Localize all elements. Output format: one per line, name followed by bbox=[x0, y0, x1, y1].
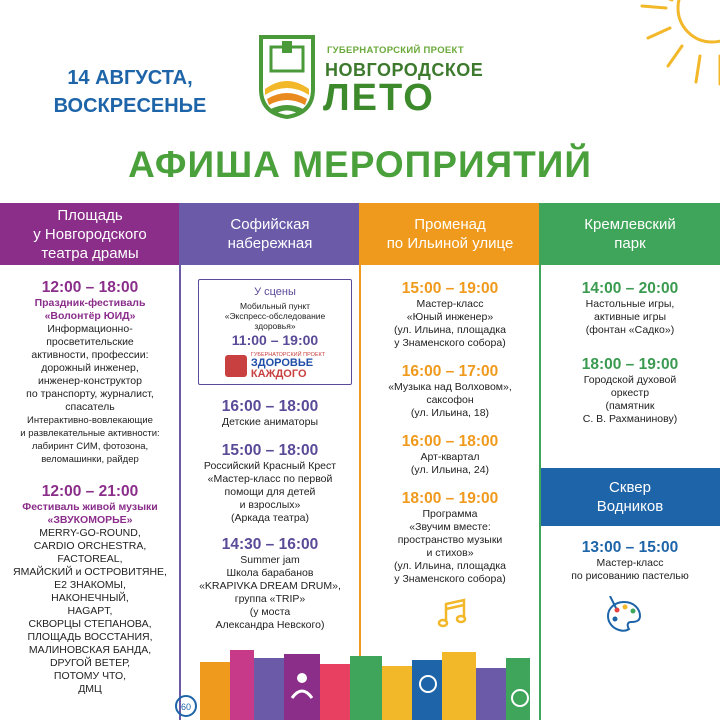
event-time: 16:00 – 17:00 bbox=[401, 363, 499, 380]
column-header bbox=[180, 203, 360, 265]
event-title: Фестиваль живой музыки bbox=[22, 501, 158, 513]
event-line: (ул. Ильина, 18) bbox=[410, 407, 490, 419]
event-line: Арт-квартал bbox=[420, 451, 480, 463]
column-header bbox=[360, 203, 540, 265]
event-time: 15:00 – 18:00 bbox=[221, 442, 319, 459]
event-line: «Мастер-класс по первой bbox=[207, 473, 333, 485]
event-line: по рисованию пастелью bbox=[571, 570, 689, 582]
event-line: (Аркада театра) bbox=[230, 512, 309, 524]
date-line-2: ВОСКРЕСЕНЬЕ bbox=[53, 95, 207, 117]
event-item bbox=[360, 279, 540, 350]
column-divider bbox=[359, 203, 361, 720]
page-title: АФИША МЕРОПРИЯТИЙ bbox=[128, 144, 592, 185]
event-line: Summer jam bbox=[240, 554, 300, 566]
event-line: ПОТОМУ ЧТО, bbox=[53, 670, 127, 682]
event-item bbox=[180, 441, 360, 525]
event-title: Праздник-фестиваль bbox=[34, 297, 146, 309]
event-line: Российский Красный Крест bbox=[203, 460, 337, 472]
event-line: у Знаменского собора) bbox=[394, 337, 506, 349]
column-header-line: театра драмы bbox=[41, 244, 139, 262]
event-line: (памятник bbox=[605, 400, 655, 412]
column-header-line: по Ильиной улице bbox=[386, 235, 514, 252]
timer-value: 60 bbox=[180, 702, 192, 712]
event-line: «Музыка над Волховом», bbox=[388, 381, 512, 393]
event-item bbox=[180, 397, 360, 429]
column-promenade-ilina bbox=[360, 203, 540, 720]
event-line: НАКОНЕЧНЫЙ, bbox=[51, 592, 129, 604]
event-line: FACTOREAL, bbox=[57, 553, 123, 565]
logo-name: НОВГОРОДСКОЕ bbox=[325, 60, 484, 80]
event-line: Е2 ЗНАКОМЫ, bbox=[54, 579, 126, 591]
event-time: 16:00 – 18:00 bbox=[221, 398, 319, 415]
event-line: (ул. Ильина, площадка bbox=[394, 560, 506, 572]
event-time: 18:00 – 19:00 bbox=[401, 490, 499, 507]
event-line: активные игры bbox=[594, 311, 666, 323]
event-line: веломашинки, райдер bbox=[41, 454, 139, 465]
health-name-2: КАЖДОГО bbox=[250, 368, 307, 380]
skver-header-line: Водников bbox=[596, 498, 664, 515]
event-line: просветительские bbox=[46, 336, 134, 348]
event-line: Александра Невского) bbox=[215, 619, 325, 631]
column-sofia-embankment bbox=[180, 203, 360, 720]
column-theatre-square bbox=[0, 203, 180, 720]
event-line: С. В. Рахманинову) bbox=[582, 413, 678, 425]
event-line: и взрослых» bbox=[239, 499, 301, 511]
event-line: «KRAPIVKA DREAM DRUM», bbox=[199, 580, 341, 592]
event-line: CARDIO ORCHESTRA, bbox=[33, 540, 147, 552]
event-line: Городской духовой bbox=[583, 374, 677, 386]
event-line: Мастер-класс bbox=[416, 298, 484, 310]
column-header-line: Кремлевский bbox=[584, 216, 676, 233]
event-item bbox=[360, 432, 540, 477]
box-line: здоровья» bbox=[254, 321, 296, 331]
event-item bbox=[180, 535, 360, 632]
date-line-1: 14 АВГУСТА, bbox=[67, 67, 193, 89]
event-line: и развлекательные активности: bbox=[20, 428, 160, 439]
stage-box bbox=[198, 279, 352, 385]
event-line: саксофон bbox=[426, 394, 474, 406]
column-header-line: Софийская bbox=[230, 216, 310, 233]
column-header bbox=[0, 203, 180, 265]
event-line: у Знаменского собора) bbox=[394, 573, 506, 585]
column-divider bbox=[539, 203, 541, 720]
event-line: по транспорту, журналист, bbox=[26, 388, 154, 400]
column-header-line: набережная bbox=[227, 235, 313, 252]
event-line: МАЛИНОВСКАЯ БАНДА, bbox=[28, 644, 152, 656]
palette-icon bbox=[604, 596, 644, 636]
health-logo bbox=[203, 352, 347, 380]
event-line: активности, профессии: bbox=[31, 349, 149, 361]
event-line: (ул. Ильина, 24) bbox=[410, 464, 490, 476]
box-line: Мобильный пункт bbox=[239, 301, 311, 311]
event-line: Информационно- bbox=[47, 323, 133, 335]
heart-icon bbox=[225, 355, 247, 377]
event-line: Настольные игры, bbox=[585, 298, 675, 310]
event-time: 11:00 – 19:00 bbox=[231, 332, 319, 348]
column-header-line: у Новгородского bbox=[33, 225, 147, 243]
event-line: спасатель bbox=[65, 401, 115, 413]
event-line: ПЛОЩАДЬ ВОССТАНИЯ, bbox=[27, 631, 153, 643]
event-title: «Волонтёр ЮИД» bbox=[44, 310, 136, 322]
event-line: пространство музыки bbox=[397, 534, 503, 546]
event-line: Детские аниматоры bbox=[221, 416, 318, 428]
event-item bbox=[540, 355, 720, 426]
event-title: «ЗВУКОМОРЬЕ» bbox=[47, 514, 133, 526]
event-line: Школа барабанов bbox=[226, 567, 314, 579]
shield-logo-icon bbox=[257, 33, 317, 119]
event-line: дорожный инженер, bbox=[41, 362, 139, 374]
event-line: Мастер-класс bbox=[596, 557, 664, 569]
event-item bbox=[540, 279, 720, 337]
column-header-line: Променад bbox=[414, 216, 486, 233]
event-item bbox=[360, 489, 540, 586]
event-line: «Юный инженер» bbox=[406, 311, 494, 323]
event-line: Интерактивно-вовлекающие bbox=[27, 415, 153, 426]
event-line: «Звучим вместе: bbox=[409, 521, 491, 533]
event-line: помощи для детей bbox=[224, 486, 316, 498]
health-name-1: ЗДОРОВЬЕ bbox=[250, 357, 314, 369]
skver-header-line: Сквер bbox=[609, 479, 651, 496]
event-time: 14:00 – 20:00 bbox=[581, 280, 679, 297]
skver-header bbox=[540, 468, 720, 526]
logo-project-label: ГУБЕРНАТОРСКИЙ ПРОЕКТ bbox=[327, 45, 464, 56]
column-header-line: Площадь bbox=[57, 206, 123, 224]
event-time: 12:00 – 18:00 bbox=[41, 279, 139, 296]
event-line: DРУГОЙ ВЕТЕР, bbox=[49, 657, 131, 669]
event-item bbox=[0, 482, 180, 696]
event-line: оркестр bbox=[610, 387, 650, 399]
activity-blocks bbox=[170, 650, 530, 720]
event-line: MERRY-GO-ROUND, bbox=[39, 527, 141, 539]
event-item bbox=[0, 278, 180, 466]
event-time: 12:00 – 21:00 bbox=[41, 483, 139, 500]
event-line: группа «TRIP» bbox=[234, 593, 306, 605]
event-line: (у моста bbox=[249, 606, 291, 618]
event-time: 16:00 – 18:00 bbox=[401, 433, 499, 450]
event-time: 14:30 – 16:00 bbox=[221, 536, 319, 553]
event-line: HAGAPT, bbox=[67, 605, 113, 617]
event-item bbox=[360, 362, 540, 420]
column-kremlin-park bbox=[540, 203, 720, 720]
event-line: СКВОРЦЫ СТЕПАНОВА, bbox=[28, 618, 152, 630]
event-item bbox=[540, 538, 720, 583]
logo-leto: ЛЕТО bbox=[323, 77, 435, 119]
event-line: и стихов» bbox=[426, 547, 474, 559]
event-line: (фонтан «Садко») bbox=[585, 324, 675, 336]
sun-icon bbox=[612, 0, 720, 108]
column-header-line: парк bbox=[614, 235, 646, 252]
event-time: 18:00 – 19:00 bbox=[581, 356, 679, 373]
music-note-icon bbox=[436, 596, 470, 630]
event-line: Программа bbox=[422, 508, 478, 520]
event-line: ДМЦ bbox=[78, 683, 102, 695]
event-line: лабиринт СИМ, фотозона, bbox=[31, 441, 149, 452]
column-header bbox=[540, 203, 720, 265]
column-divider bbox=[179, 203, 181, 720]
event-line: ЯМАЙСКИЙ и ОСТРОВИТЯНЕ, bbox=[13, 566, 167, 578]
event-line: (ул. Ильина, площадка bbox=[394, 324, 506, 336]
box-line: «Экспресс-обследование bbox=[224, 311, 326, 321]
event-time: 13:00 – 15:00 bbox=[581, 539, 679, 556]
stage-label: У сцены bbox=[254, 286, 296, 298]
event-date bbox=[30, 64, 230, 120]
event-line: инженер-конструктор bbox=[38, 375, 142, 387]
health-project-label: ГУБЕРНАТОРСКИЙ ПРОЕКТ bbox=[250, 352, 326, 358]
novgorod-summer-logo bbox=[257, 33, 489, 121]
event-time: 15:00 – 19:00 bbox=[401, 280, 499, 297]
